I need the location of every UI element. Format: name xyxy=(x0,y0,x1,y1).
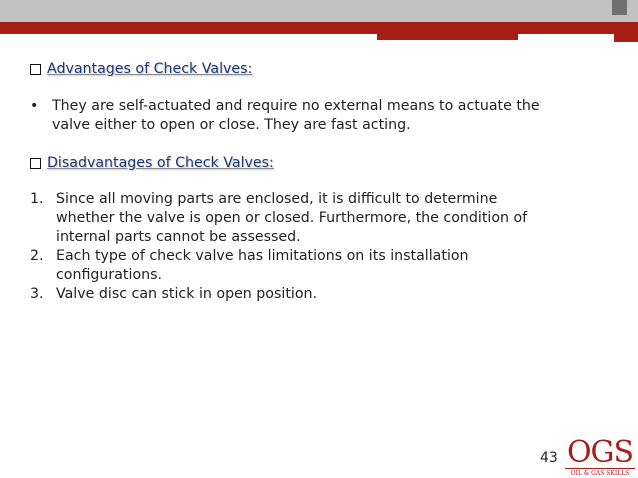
bullet-line: They are self-actuated and require no external means to actuate the xyxy=(52,98,540,114)
list-line: whether the valve is open or closed. Furthermore, the condition of xyxy=(56,210,528,226)
list-item xyxy=(30,247,615,285)
accent-bar xyxy=(0,22,638,34)
list-line: configurations. xyxy=(56,267,163,283)
disadvantages-heading-text: Disadvantages of Check Valves: xyxy=(47,155,274,171)
bullet-line: valve either to open or close. They are fast acting. xyxy=(52,117,411,133)
list-number: 1. xyxy=(30,191,44,207)
header-band xyxy=(0,0,638,22)
slide-body xyxy=(30,60,615,304)
list-line: Each type of check valve has limitations on its installation xyxy=(56,248,469,264)
logo-letters: OGS xyxy=(566,435,634,470)
list-line: internal parts cannot be assessed. xyxy=(56,229,301,245)
accent-bar-segment xyxy=(377,34,518,40)
accent-bar-tab xyxy=(614,34,638,42)
advantages-heading-text: Advantages of Check Valves: xyxy=(47,61,253,77)
logo-tagline: OIL & GAS SKILLS xyxy=(565,468,635,478)
list-item-text xyxy=(56,190,527,247)
list-number: 3. xyxy=(30,286,44,302)
list-item-text xyxy=(56,285,317,304)
list-item-text xyxy=(56,247,469,285)
list-item xyxy=(30,285,615,304)
checkbox-icon xyxy=(30,158,41,169)
header-corner-block xyxy=(612,0,627,15)
advantages-bullet xyxy=(30,97,615,135)
list-item xyxy=(30,190,615,247)
list-line: Since all moving parts are enclosed, it is difficult to determine xyxy=(56,191,498,207)
list-number: 2. xyxy=(30,248,44,264)
bullet-text xyxy=(52,97,540,135)
bullet-icon: • xyxy=(30,98,39,114)
checkbox-icon xyxy=(30,64,41,75)
disadvantages-list xyxy=(30,190,615,304)
ogs-logo xyxy=(565,435,635,478)
page-number: 43 xyxy=(540,450,558,466)
advantages-heading xyxy=(30,60,615,79)
list-line: Valve disc can stick in open position. xyxy=(56,286,318,302)
disadvantages-heading xyxy=(30,154,615,173)
